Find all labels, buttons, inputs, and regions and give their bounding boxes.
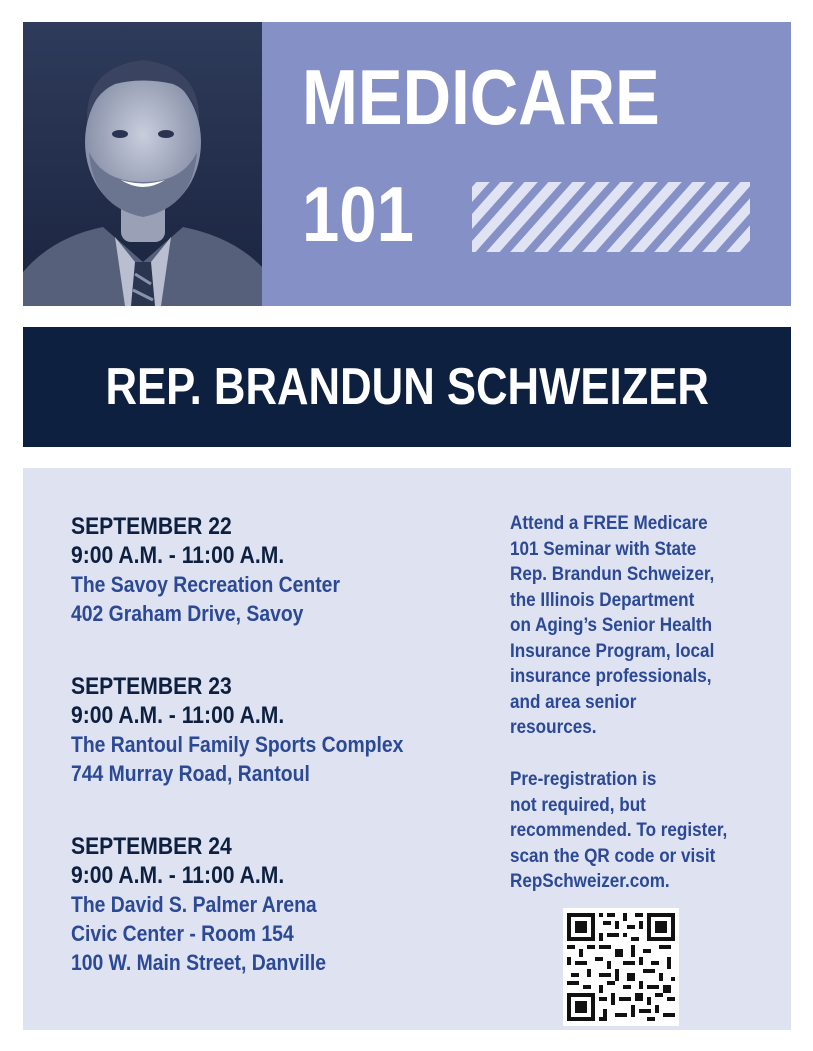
portrait-illustration	[23, 22, 262, 306]
description-line: 101 Seminar with State	[510, 538, 697, 560]
description-line: and area senior	[510, 691, 637, 713]
event-september-22	[71, 512, 377, 628]
registration-link[interactable]: RepSchweizer.com.	[510, 871, 670, 892]
event-september-24	[71, 832, 361, 977]
event-venue: The David S. Palmer Arena	[71, 892, 317, 917]
description-line: on Aging’s Senior Health	[510, 615, 713, 636]
description-line: Rep. Brandun Schweizer,	[510, 564, 715, 585]
event-time: 9:00 A.M. - 11:00 A.M.	[71, 862, 285, 889]
event-venue-room: Civic Center - Room 154	[71, 921, 294, 946]
event-address: 744 Murray Road, Rantoul	[71, 761, 310, 786]
event-time: 9:00 A.M. - 11:00 A.M.	[71, 542, 285, 569]
description-line: resources.	[510, 717, 597, 738]
registration-line: recommended. To register,	[510, 820, 728, 841]
title-medicare: MEDICARE	[302, 53, 660, 141]
event-date: SEPTEMBER 22	[71, 513, 232, 540]
registration-line: Pre-registration is	[510, 769, 657, 790]
registration-note	[510, 767, 770, 895]
title-101: 101	[302, 170, 414, 258]
title-banner	[262, 22, 791, 306]
event-address: 402 Graham Drive, Savoy	[71, 601, 304, 626]
info-panel	[23, 468, 791, 1030]
description-line: insurance professionals,	[510, 666, 712, 687]
event-september-23	[71, 672, 449, 788]
registration-line: not required, but	[510, 794, 646, 816]
qr-code-graphic	[563, 908, 679, 1026]
description-line: the Illinois Department	[510, 589, 695, 611]
representative-name: REP. BRANDUN SCHWEIZER	[105, 358, 709, 416]
description-line: Attend a FREE Medicare	[510, 513, 708, 534]
qr-code-icon[interactable]	[563, 908, 679, 1026]
registration-line: scan the QR code or visit	[510, 845, 716, 867]
event-date: SEPTEMBER 24	[71, 833, 232, 860]
event-date: SEPTEMBER 23	[71, 673, 232, 700]
portrait-photo	[23, 22, 262, 306]
event-time: 9:00 A.M. - 11:00 A.M.	[71, 702, 285, 729]
description-line: Insurance Program, local	[510, 640, 715, 662]
name-bar	[23, 327, 791, 447]
event-venue: The Savoy Recreation Center	[71, 572, 340, 597]
event-venue: The Rantoul Family Sports Complex	[71, 732, 404, 757]
event-address: 100 W. Main Street, Danville	[71, 950, 327, 975]
stripe-decoration	[472, 182, 750, 252]
seminar-description	[510, 511, 770, 741]
